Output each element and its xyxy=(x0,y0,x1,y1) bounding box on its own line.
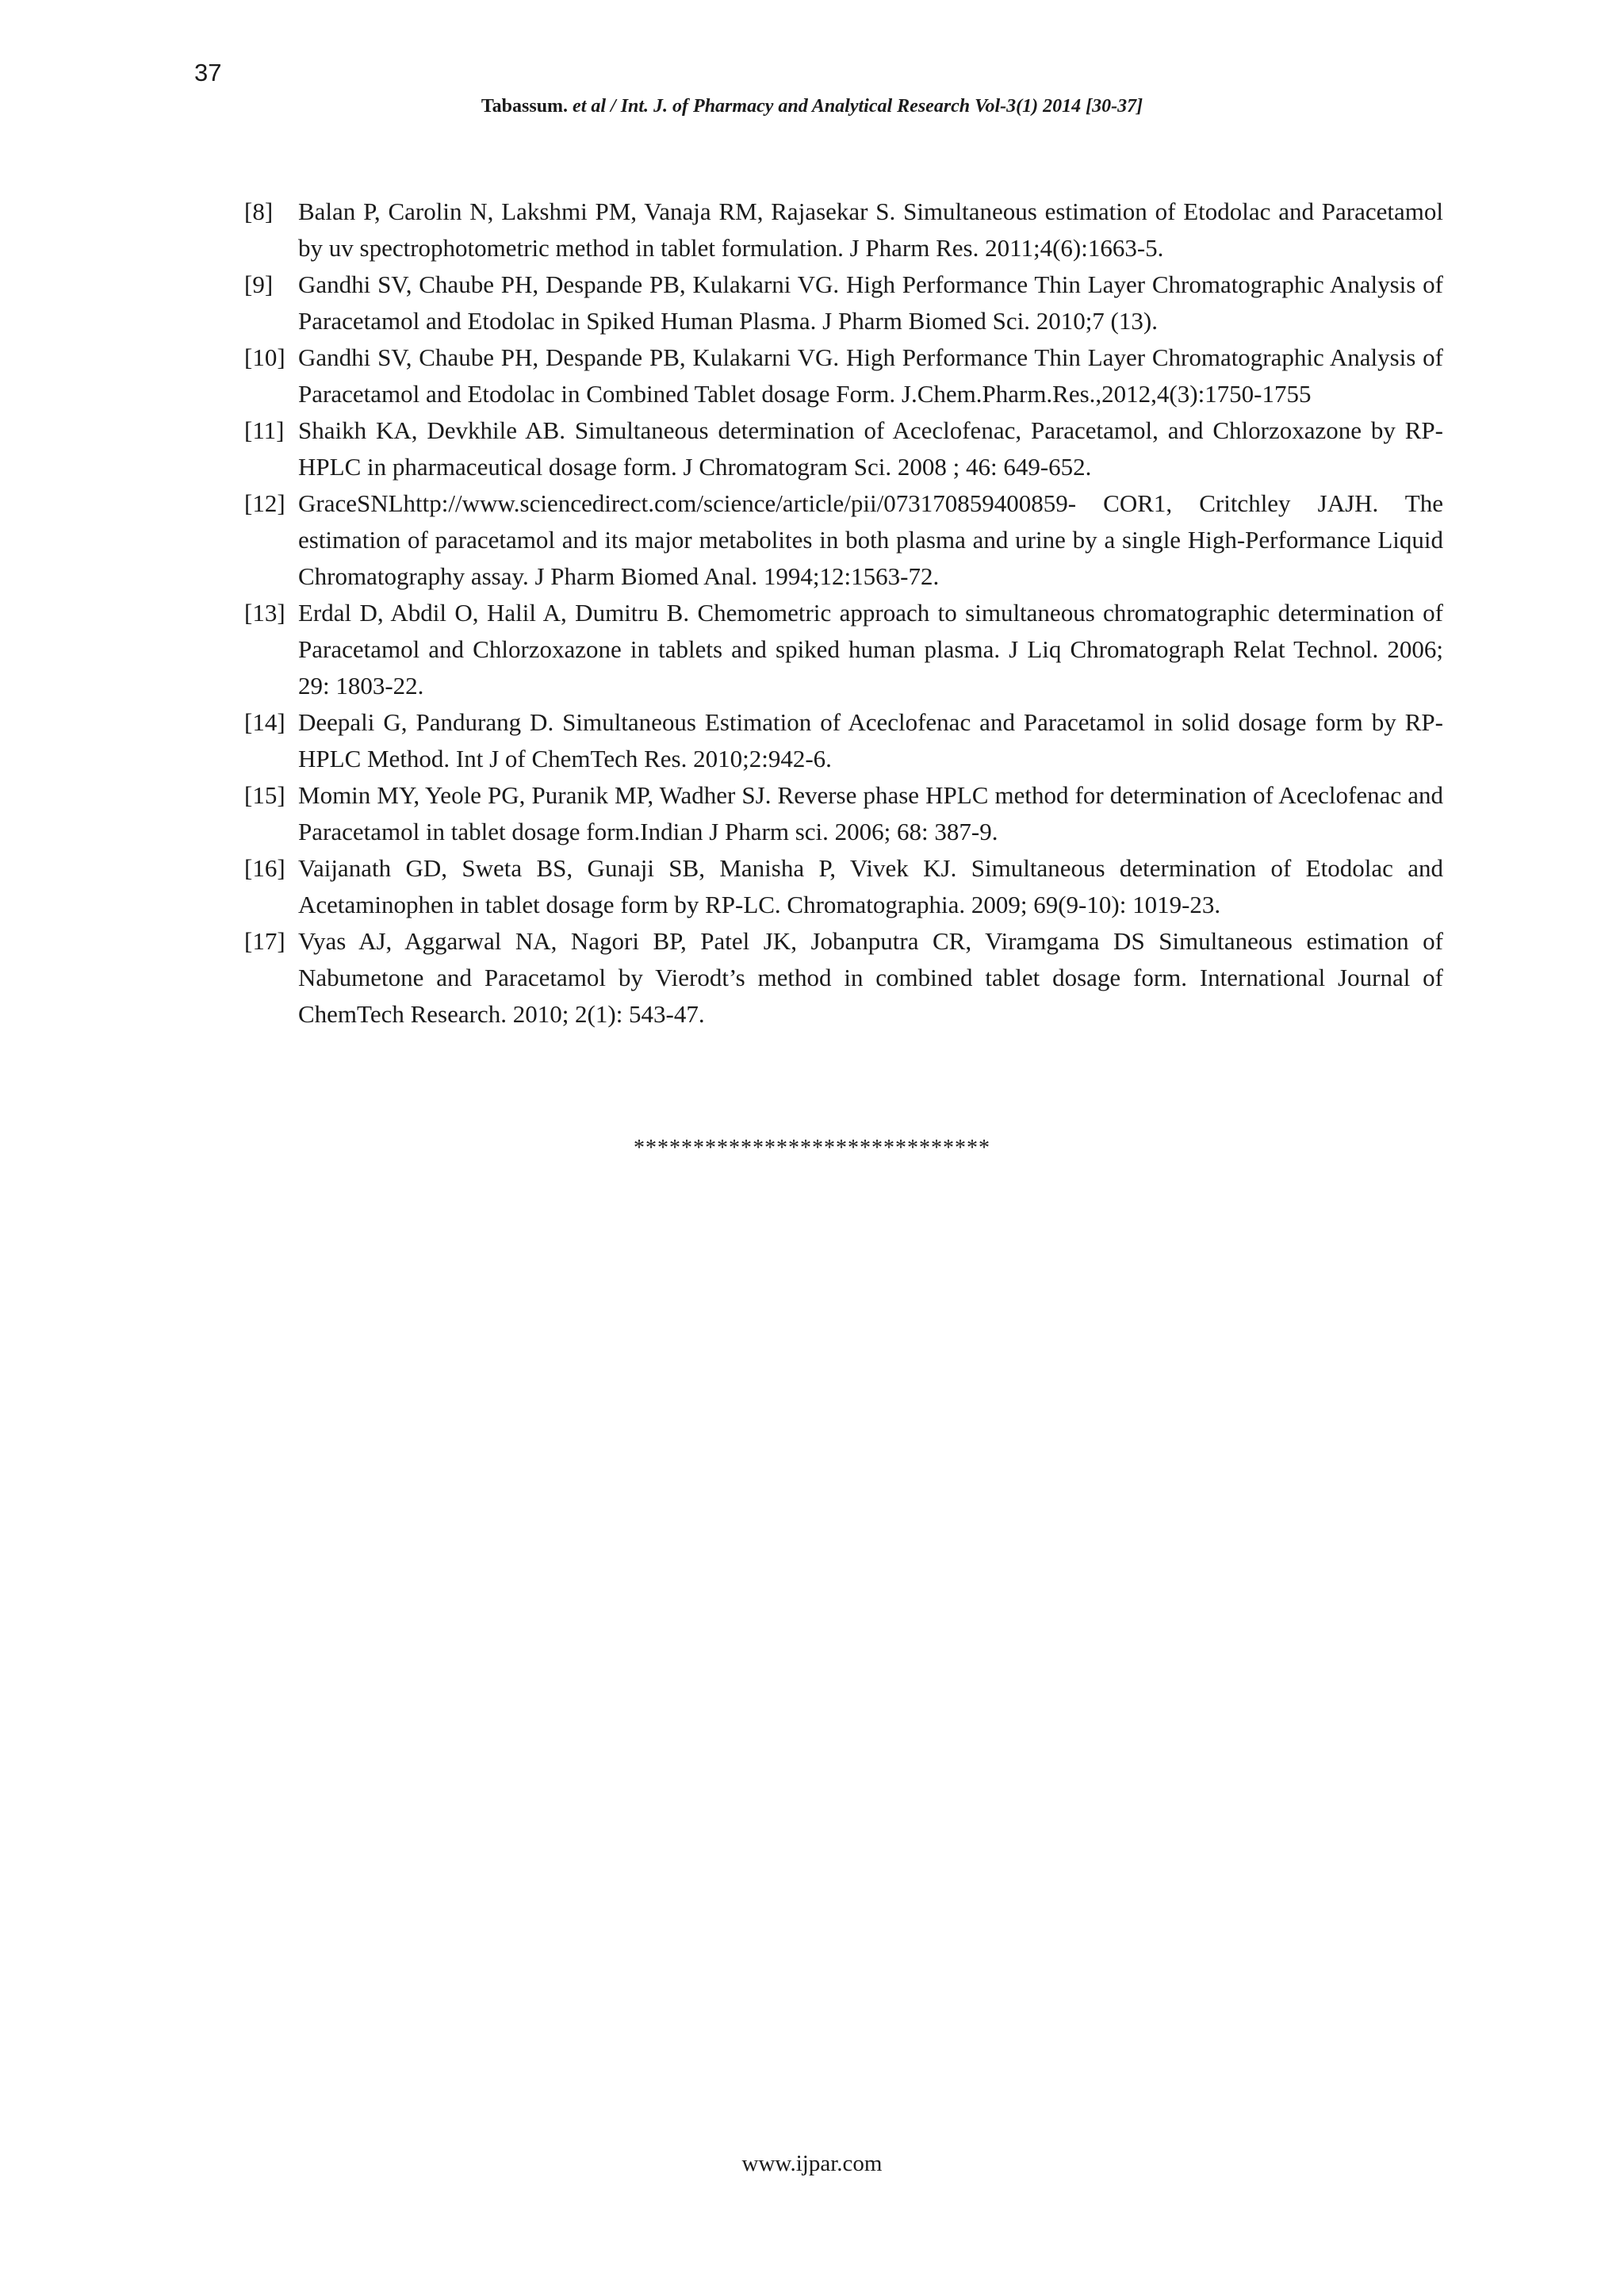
running-header xyxy=(0,94,1624,119)
page-number: 37 xyxy=(194,59,222,86)
reference-item xyxy=(244,923,1443,1033)
reference-item xyxy=(244,595,1443,704)
reference-item xyxy=(244,850,1443,923)
reference-text: Vaijanath GD, Sweta BS, Gunaji SB, Manisha P, Vivek KJ. Simultaneous determination of Etodolac and Acetaminophen in tablet dosage form by RP-LC. Chromatographia. 2009; 69(9-10): 1019-23. xyxy=(298,854,1443,918)
reference-number: [17] xyxy=(244,927,285,955)
reference-item xyxy=(244,485,1443,595)
header-author: Tabassum. xyxy=(481,96,569,117)
reference-text: Momin MY, Yeole PG, Puranik MP, Wadher SJ. Reverse phase HPLC method for determination of Aceclofenac and Paracetamol in tablet dosage form.Indian J Pharm sci. 2006; 68: 387-9. xyxy=(298,781,1443,845)
reference-item xyxy=(244,412,1443,485)
reference-number: [15] xyxy=(244,781,285,809)
reference-number: [10] xyxy=(244,343,285,371)
header-journal: et al / Int. J. of Pharmacy and Analytical Research Vol-3(1) 2014 [30-37] xyxy=(568,96,1143,117)
reference-number: [13] xyxy=(244,599,285,627)
reference-item xyxy=(244,194,1443,266)
reference-text: Gandhi SV, Chaube PH, Despande PB, Kulakarni VG. High Performance Thin Layer Chromatographic Analysis of Paracetamol and Etodolac in Combined Tablet dosage Form. J.Chem.Pharm.Res.,2012,4(3):1750-1755 xyxy=(298,343,1443,408)
reference-number: [8] xyxy=(244,197,274,225)
reference-text: Erdal D, Abdil O, Halil A, Dumitru B. Chemometric approach to simultaneous chromatographic determination of Paracetamol and Chlorzoxazone in tablets and spiked human plasma. J Liq Chromatograph Relat Technol. 2006; 29: 1803-22. xyxy=(298,599,1443,700)
reference-text: GraceSNLhttp://www.sciencedirect.com/science/article/pii/073170859400859- COR1, Critchley JAJH. The estimation of paracetamol and its major metabolites in both plasma and urine by a single High-Performance Liquid Chromatography assay. J Pharm Biomed Anal. 1994;12:1563-72. xyxy=(298,489,1443,590)
section-separator: ****************************** xyxy=(634,1136,990,1160)
reference-number: [16] xyxy=(244,854,285,882)
reference-text: Gandhi SV, Chaube PH, Despande PB, Kulakarni VG. High Performance Thin Layer Chromatographic Analysis of Paracetamol and Etodolac in Spiked Human Plasma. J Pharm Biomed Sci. 2010;7 (13). xyxy=(298,270,1443,335)
reference-list xyxy=(244,194,1443,1033)
reference-item xyxy=(244,339,1443,412)
reference-text: Balan P, Carolin N, Lakshmi PM, Vanaja RM, Rajasekar S. Simultaneous estimation of Etodolac and Paracetamol by uv spectrophotometric method in tablet formulation. J Pharm Res. 2011;4(6):1663-5. xyxy=(298,197,1443,262)
footer-url: www.ijpar.com xyxy=(741,2151,883,2176)
reference-number: [12] xyxy=(244,489,285,517)
reference-text: Deepali G, Pandurang D. Simultaneous Estimation of Aceclofenac and Paracetamol in solid dosage form by RP-HPLC Method. Int J of ChemTech Res. 2010;2:942-6. xyxy=(298,708,1443,772)
reference-item xyxy=(244,704,1443,777)
reference-item xyxy=(244,777,1443,850)
reference-text: Shaikh KA, Devkhile AB. Simultaneous determination of Aceclofenac, Paracetamol, and Chlorzoxazone by RP-HPLC in pharmaceutical dosage form. J Chromatogram Sci. 2008 ; 46: 649-652. xyxy=(298,416,1443,481)
reference-number: [9] xyxy=(244,270,274,298)
reference-number: [14] xyxy=(244,708,285,736)
reference-text: Vyas AJ, Aggarwal NA, Nagori BP, Patel JK, Jobanputra CR, Viramgama DS Simultaneous estimation of Nabumetone and Paracetamol by Vierodt’s method in combined tablet dosage form. International Journal of ChemTech Research. 2010; 2(1): 543-47. xyxy=(298,927,1443,1028)
reference-item xyxy=(244,266,1443,339)
reference-number: [11] xyxy=(244,416,285,444)
